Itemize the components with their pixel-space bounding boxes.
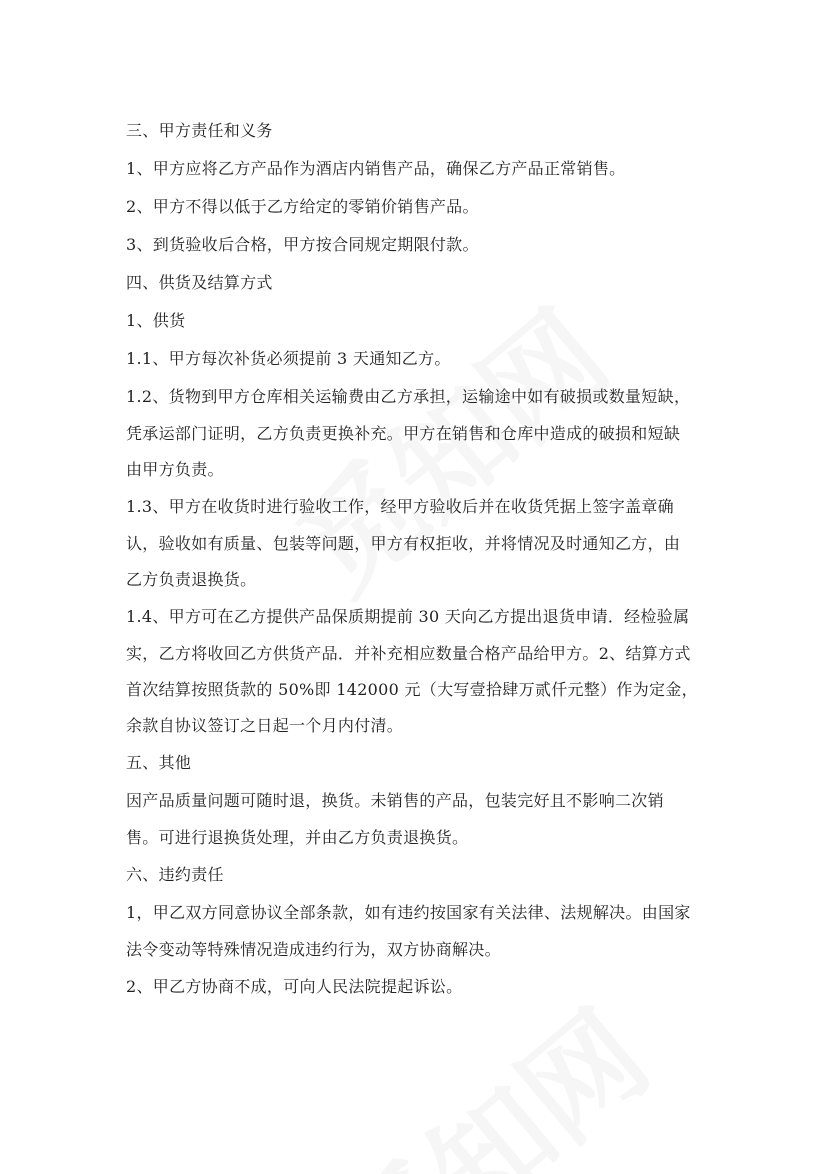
- paragraph-line: 凭承运部门证明，乙方负责更换补充。甲方在销售和仓库中造成的破损和短缺: [126, 424, 681, 443]
- paragraph-line: 1.3、甲方在收货时进行验收工作，经甲方验收后并在收货凭据上签字盖章确: [126, 497, 674, 516]
- paragraph-line: 2、甲方不得以低于乙方给定的零销价销售产品。: [126, 197, 479, 216]
- section-heading-3: 三、甲方责任和义务: [126, 121, 273, 140]
- section-heading-5: 五、其他: [126, 753, 192, 772]
- paragraph-line: 1，甲乙双方同意协议全部条款，如有违约按国家有关法律、法规解决。由国家: [126, 903, 691, 922]
- document-body: [126, 112, 710, 1006]
- paragraph-line: 法令变动等特殊情况造成违约行为，双方协商解决。: [126, 940, 501, 959]
- paragraph-line: 3、到货验收后合格，甲方按合同规定期限付款。: [126, 235, 479, 254]
- paragraph-line: 实，乙方将收回乙方供货产品．并补充相应数量合格产品给甲方。2、结算方式: [126, 644, 691, 663]
- paragraph-line: 1、甲方应将乙方产品作为酒店内销售产品，确保乙方产品正常销售。: [126, 159, 626, 178]
- paragraph-line: 乙方负责退换货。: [126, 570, 257, 589]
- paragraph-line: 售。可进行退换货处理，并由乙方负责退换货。: [126, 828, 469, 847]
- paragraph-line: 1.1、甲方每次补货必须提前 3 天通知乙方。: [126, 349, 451, 368]
- paragraph-line: 1.2、货物到甲方仓库相关运输费由乙方承担，运输途中如有破损或数量短缺，: [126, 387, 691, 406]
- paragraph-line: 由甲方负责。: [126, 460, 224, 479]
- section-heading-6: 六、违约责任: [126, 865, 224, 884]
- subheading-supply: 1、供货: [126, 311, 186, 330]
- paragraph-line: 因产品质量问题可随时退，换货。未销售的产品，包装完好且不影响二次销: [126, 791, 664, 810]
- paragraph-line: 认，验收如有质量、包装等问题，甲方有权拒收，并将情况及时通知乙方，由: [126, 534, 681, 553]
- paragraph-line: 1.4、甲方可在乙方提供产品保质期提前 30 天向乙方提出退货申请．经检验属: [126, 607, 690, 626]
- paragraph-line: 2、甲乙方协商不成，可向人民法院提起诉讼。: [126, 977, 463, 996]
- section-heading-4: 四、供货及结算方式: [126, 273, 273, 292]
- paragraph-line: 余款自协议签订之日起一个月内付清。: [126, 716, 404, 735]
- paragraph-line: 首次结算按照货款的 50%即 142000 元（大写壹拾肆万贰仟元整）作为定金，: [126, 680, 698, 699]
